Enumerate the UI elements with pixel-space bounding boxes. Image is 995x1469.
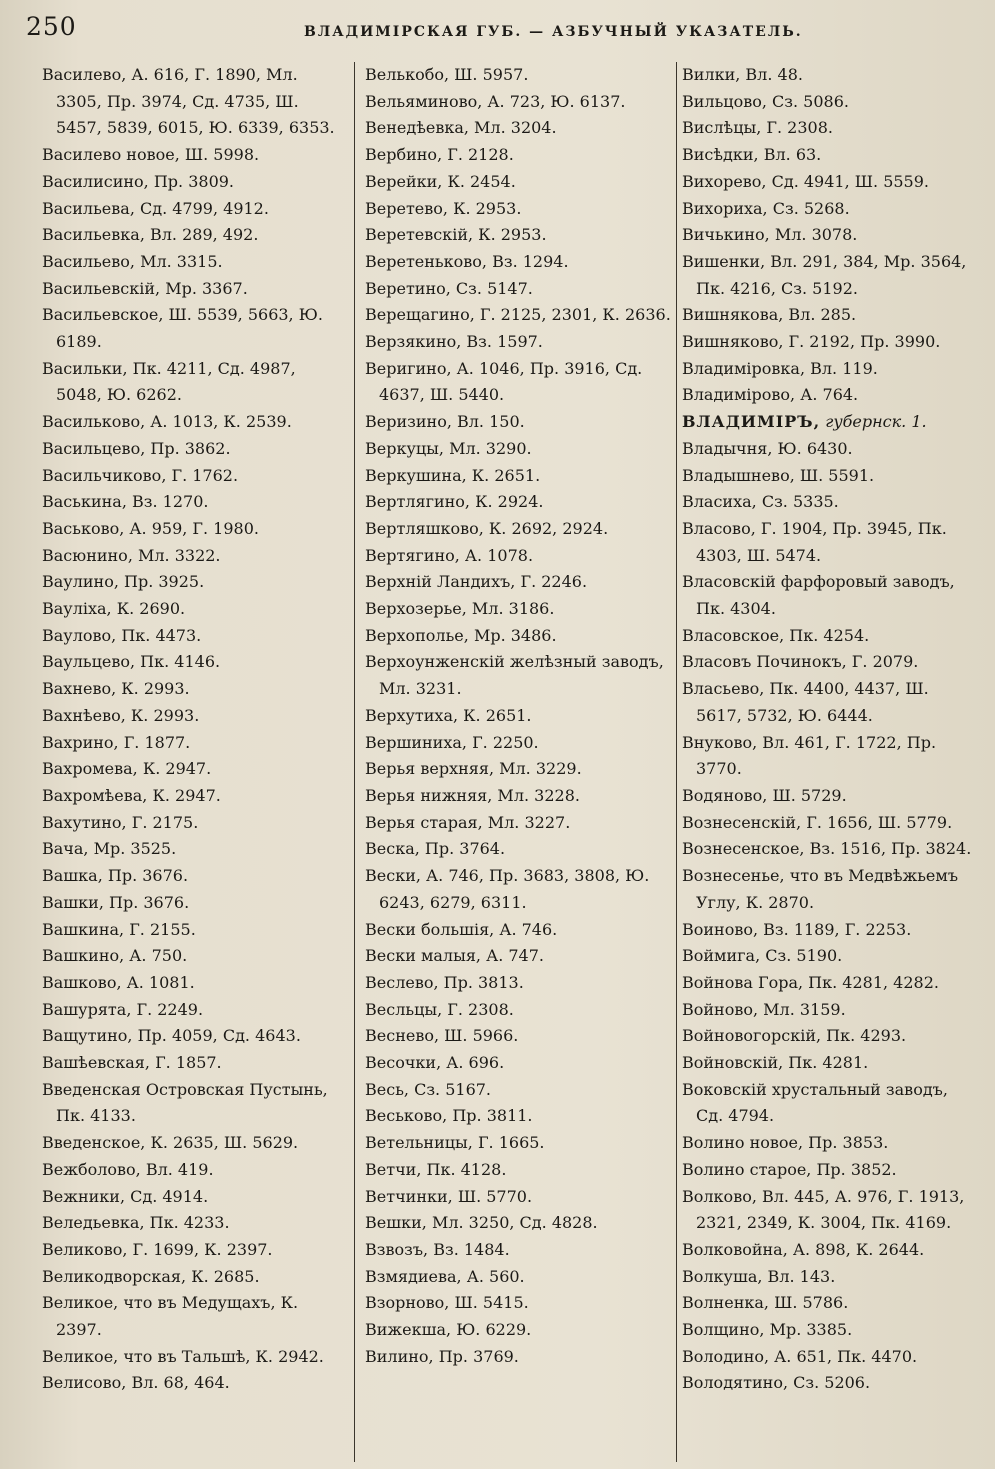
index-entry: Власовское, Пк. 4254.: [682, 625, 870, 645]
index-entry: Ветчинки, Ш. 5770.: [365, 1186, 533, 1206]
index-entry: Вежболово, Вл. 419.: [42, 1159, 214, 1179]
index-entry: Вахромѣева, К. 2947.: [42, 785, 221, 805]
index-entry: Веркуцы, Мл. 3290.: [365, 438, 532, 458]
index-entry: Войнова Гора, Пк. 4281, 4282.: [682, 972, 939, 992]
index-entry: Вельяминово, А. 723, Ю. 6137.: [365, 91, 626, 111]
index-entry: Вахутино, Г. 2175.: [42, 812, 199, 832]
index-entry: Велисово, Вл. 68, 464.: [42, 1373, 230, 1393]
index-entry: Вилки, Вл. 48.: [682, 65, 803, 84]
index-entry: Вертлягино, К. 2924.: [365, 492, 544, 512]
index-entry: Вильцово, Сз. 5086.: [682, 91, 849, 111]
index-entry: Васюнино, Мл. 3322.: [42, 545, 221, 565]
index-column-1: [42, 62, 344, 1397]
index-entry: Верхутиха, К. 2651.: [365, 705, 532, 725]
index-entry: Войновскій, Пк. 4281.: [682, 1053, 869, 1073]
index-entry: Вески малыя, А. 747.: [365, 946, 544, 966]
index-entry: Власиха, Сз. 5335.: [682, 492, 839, 512]
index-entry: Вежники, Сд. 4914.: [42, 1186, 209, 1206]
index-entry: Великое, что въ Тальшѣ, К. 2942.: [42, 1346, 324, 1366]
index-entry: Верейки, К. 2454.: [365, 171, 516, 191]
index-entry: Волково, Вл. 445, А. 976, Г. 1913, 2321, 2349, К. 3004, Пк. 4169.: [682, 1186, 965, 1233]
index-entry: Власовскій фарфоровый заводъ, Пк. 4304.: [682, 572, 955, 619]
index-entry: Вичькино, Мл. 3078.: [682, 225, 858, 245]
index-entry: Вашки, Пр. 3676.: [42, 892, 190, 912]
index-entry: Вача, Мр. 3525.: [42, 839, 177, 859]
index-entry: Вахромева, К. 2947.: [42, 759, 212, 779]
index-entry: Вахнево, К. 2993.: [42, 679, 190, 699]
index-entry: Вознесенье, что въ Медвѣжьемъ Углу, К. 2870.: [682, 866, 958, 912]
index-entry: Ваулино, Пр. 3925.: [42, 572, 205, 592]
index-entry: Васильевскій, Мр. 3367.: [42, 278, 248, 298]
index-entry: Верхополье, Мр. 3486.: [365, 625, 557, 645]
index-entry: Вашкина, Г. 2155.: [42, 919, 196, 939]
index-entry: Верхній Ландихъ, Г. 2246.: [365, 572, 588, 592]
index-entry: Вижекша, Ю. 6229.: [365, 1320, 532, 1340]
index-entry: Васильки, Пк. 4211, Сд. 4987, 5048, Ю. 6262.: [42, 358, 296, 405]
index-entry: Введенское, К. 2635, Ш. 5629.: [42, 1133, 299, 1153]
index-entry: Васильевка, Вл. 289, 492.: [42, 225, 259, 245]
index-column-3: [682, 62, 978, 1397]
index-entry: Васильцево, Пр. 3862.: [42, 438, 231, 458]
index-entry: Волкуша, Вл. 143.: [682, 1266, 836, 1286]
index-entry-heading: ВЛАДИМІРЪ,: [682, 412, 821, 432]
index-entry: [682, 409, 978, 436]
running-title: ВЛАДИМІРСКАЯ ГУБ. — АЗБУЧНЫЙ УКАЗАТЕЛЬ.: [304, 24, 803, 40]
index-entry: Венедѣевка, Мл. 3204.: [365, 118, 557, 138]
page-number: 250: [26, 12, 77, 41]
index-entry: Власовъ Починокъ, Г. 2079.: [682, 652, 919, 672]
index-entry: Вашурята, Г. 2249.: [42, 999, 204, 1019]
index-entry: Ващутино, Пр. 4059, Сд. 4643.: [42, 1026, 301, 1046]
index-entry: Владиміровка, Вл. 119.: [682, 358, 878, 378]
index-entry: Вислѣцы, Г. 2308.: [682, 118, 833, 138]
index-entry: Верья верхняя, Мл. 3229.: [365, 759, 582, 779]
index-entry: Вешки, Мл. 3250, Сд. 4828.: [365, 1213, 598, 1233]
index-entry: Веригино, А. 1046, Пр. 3916, Сд. 4637, Ш. 5440.: [365, 358, 643, 405]
index-entry: Володятино, Сз. 5206.: [682, 1373, 871, 1393]
index-entry: Вески, А. 746, Пр. 3683, 3808, Ю. 6243, 6279, 6311.: [365, 866, 650, 912]
index-entry: Войново, Мл. 3159.: [682, 999, 846, 1019]
index-entry: Великое, что въ Медущахъ, К. 2397.: [42, 1293, 299, 1340]
index-entry: Взорново, Ш. 5415.: [365, 1293, 529, 1313]
index-entry: Ваулово, Пк. 4473.: [42, 625, 202, 645]
index-entry: Власово, Г. 1904, Пр. 3945, Пк. 4303, Ш. 5474.: [682, 518, 947, 565]
index-entry: Взвозъ, Вз. 1484.: [365, 1239, 510, 1259]
index-entry: Васильево, Мл. 3315.: [42, 251, 223, 271]
index-entry: Волино новое, Пр. 3853.: [682, 1133, 889, 1153]
index-entry: Водяново, Ш. 5729.: [682, 785, 847, 805]
index-entry: Веризино, Вл. 150.: [365, 412, 525, 432]
index-entry: Взмядиева, А. 560.: [365, 1266, 525, 1286]
index-entry: Веркушина, К. 2651.: [365, 465, 541, 485]
index-entry: Володино, А. 651, Пк. 4470.: [682, 1346, 918, 1366]
index-entry: Волненка, Ш. 5786.: [682, 1293, 849, 1313]
index-entry: Верещагино, Г. 2125, 2301, К. 2636.: [365, 305, 671, 325]
index-entry: Вертляшково, К. 2692, 2924.: [365, 518, 609, 538]
index-entry: Висѣдки, Вл. 63.: [682, 145, 822, 165]
index-entry: Ветчи, Пк. 4128.: [365, 1159, 507, 1179]
index-entry: Волщино, Мр. 3385.: [682, 1320, 853, 1340]
page-header: [22, 8, 982, 48]
index-entry: Воймига, Сз. 5190.: [682, 946, 843, 966]
index-entry: Васильевское, Ш. 5539, 5663, Ю. 6189.: [42, 305, 323, 352]
index-entry: Веськово, Пр. 3811.: [365, 1106, 533, 1126]
index-entry: Василисино, Пр. 3809.: [42, 171, 235, 191]
index-entry: Вахрино, Г. 1877.: [42, 732, 191, 752]
index-entry: Вознесенскій, Г. 1656, Ш. 5779.: [682, 812, 953, 832]
index-entry: Вихорево, Сд. 4941, Ш. 5559.: [682, 171, 929, 191]
index-entry: Вознесенское, Вз. 1516, Пр. 3824.: [682, 839, 972, 859]
index-entry: Васильково, А. 1013, К. 2539.: [42, 412, 292, 432]
index-entry: Веледьевка, Пк. 4233.: [42, 1213, 230, 1233]
index-entry: Верья нижняя, Мл. 3228.: [365, 785, 580, 805]
index-entry: Верхоунженскій желѣзный заводъ, Мл. 3231.: [365, 652, 664, 699]
index-entry: Верзякино, Вз. 1597.: [365, 332, 543, 352]
index-entry: Ваульцево, Пк. 4146.: [42, 652, 221, 672]
index-entry: Веретеньково, Вз. 1294.: [365, 251, 569, 271]
index-entry: Вески большія, А. 746.: [365, 919, 558, 939]
index-entry: Велькобо, Ш. 5957.: [365, 65, 529, 84]
index-entry: Владышнево, Ш. 5591.: [682, 465, 875, 485]
index-entry: Веретино, Сз. 5147.: [365, 278, 533, 298]
index-entry: Васьково, А. 959, Г. 1980.: [42, 518, 259, 538]
index-entry: Воковскій хрустальный заводъ, Сд. 4794.: [682, 1079, 948, 1126]
index-entry: Ветельницы, Г. 1665.: [365, 1133, 545, 1153]
index-entry: Вишняково, Г. 2192, Пр. 3990.: [682, 332, 941, 352]
index-entry: Введенская Островская Пустынь, Пк. 4133.: [42, 1079, 328, 1126]
column-divider: [354, 62, 355, 1462]
index-entry: Весь, Сз. 5167.: [365, 1079, 492, 1099]
index-entry: Вауліха, К. 2690.: [42, 599, 186, 619]
index-entry: Весочки, А. 696.: [365, 1053, 505, 1073]
index-entry: Внуково, Вл. 461, Г. 1722, Пр. 3770.: [682, 732, 937, 779]
index-entry: Вашково, А. 1081.: [42, 972, 195, 992]
index-entry: Василево, А. 616, Г. 1890, Мл. 3305, Пр. 3974, Сд. 4735, Ш. 5457, 5839, 6015, Ю. 6339, 6353.: [42, 65, 335, 138]
index-entry: Вишенки, Вл. 291, 384, Мр. 3564, Пк. 4216, Сз. 5192.: [682, 251, 967, 298]
index-entry-note: губернск. 1.: [825, 412, 927, 432]
index-entry: Вашѣевская, Г. 1857.: [42, 1053, 222, 1073]
index-entry: Великодворская, К. 2685.: [42, 1266, 260, 1286]
index-entry: Вихориха, Сз. 5268.: [682, 198, 850, 218]
index-entry: Вершиниха, Г. 2250.: [365, 732, 539, 752]
index-entry: Волино старое, Пр. 3852.: [682, 1159, 897, 1179]
index-entry: Веретево, К. 2953.: [365, 198, 522, 218]
index-entry: Вишнякова, Вл. 285.: [682, 305, 857, 325]
index-entry: Владимірово, А. 764.: [682, 385, 859, 405]
index-entry: Власьево, Пк. 4400, 4437, Ш. 5617, 5732, Ю. 6444.: [682, 679, 929, 725]
index-entry: Вашка, Пр. 3676.: [42, 866, 189, 886]
index-entry: Васильева, Сд. 4799, 4912.: [42, 198, 269, 218]
index-entry: Волковойна, А. 898, К. 2644.: [682, 1239, 925, 1259]
index-entry: Вилино, Пр. 3769.: [365, 1346, 519, 1366]
index-entry: Великово, Г. 1699, К. 2397.: [42, 1239, 273, 1259]
index-entry: Веслево, Пр. 3813.: [365, 972, 524, 992]
index-entry: Вербино, Г. 2128.: [365, 145, 514, 165]
index-entry: Воиново, Вз. 1189, Г. 2253.: [682, 919, 912, 939]
index-entry: Васильчиково, Г. 1762.: [42, 465, 239, 485]
column-divider: [676, 62, 677, 1462]
index-column-2: [365, 62, 671, 1370]
index-entry: Вертягино, А. 1078.: [365, 545, 534, 565]
index-entry: Владычня, Ю. 6430.: [682, 438, 853, 458]
index-entry: Верхозерье, Мл. 3186.: [365, 599, 555, 619]
index-entry: Весльцы, Г. 2308.: [365, 999, 514, 1019]
index-entry: Васькина, Вз. 1270.: [42, 492, 209, 512]
index-entry: Веснево, Ш. 5966.: [365, 1026, 519, 1046]
index-entry: Вашкино, А. 750.: [42, 946, 188, 966]
index-entry: Войновогорскій, Пк. 4293.: [682, 1026, 907, 1046]
index-entry: Веска, Пр. 3764.: [365, 839, 506, 859]
index-entry: Вахнѣево, К. 2993.: [42, 705, 200, 725]
index-entry: Василево новое, Ш. 5998.: [42, 145, 260, 165]
index-entry: Веретевскій, К. 2953.: [365, 225, 547, 245]
index-entry: Верья старая, Мл. 3227.: [365, 812, 571, 832]
